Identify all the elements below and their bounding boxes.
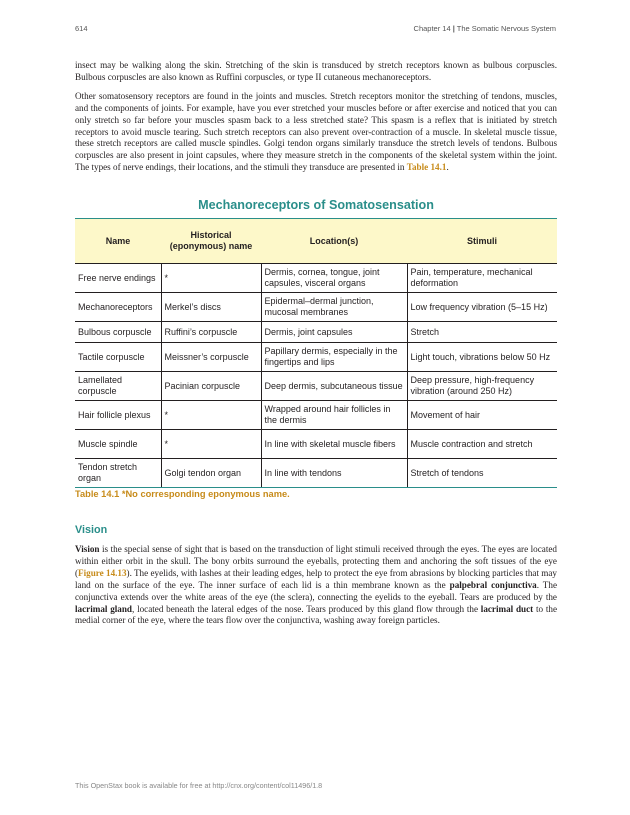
page-footer: This OpenStax book is available for free at http://cnx.org/content/col11496/1.8 [75, 781, 323, 790]
table-cell: Light touch, vibrations below 50 Hz [407, 343, 557, 372]
table-cell: Pain, temperature, mechanical deformation [407, 264, 557, 293]
table-cell: In line with tendons [261, 459, 407, 488]
table-row [75, 459, 557, 488]
table-row [75, 322, 557, 343]
table-title: Mechanoreceptors of Somatosensation [198, 198, 434, 212]
intro-paragraph-2 [75, 91, 557, 174]
column-header-stimuli: Stimuli [407, 219, 557, 264]
column-header-historical-name: Historical (eponymous) name [161, 219, 261, 264]
column-header-name: Name [75, 219, 161, 264]
page-number: 614 [75, 24, 88, 33]
table-cell: Merkel’s discs [161, 293, 261, 322]
table-header-row [75, 219, 557, 264]
mechanoreceptor-table [75, 218, 557, 488]
intro-paragraph-2-end: . [446, 162, 449, 173]
table-row [75, 293, 557, 322]
table-cell: Papillary dermis, especially in the fingertips and lips [261, 343, 407, 372]
header-separator: | [452, 24, 455, 33]
table-cell: Wrapped around hair follicles in the dermis [261, 401, 407, 430]
vision-text-1: is the special sense of sight that is based on the transduction of light stimuli received through the eyes. The eyes are located within either orbit in the skull. The bony orbits surround the eyeballs, protecting them and anchoring the soft tissues of the eye ( [75, 544, 557, 578]
table-cell: Hair follicle plexus [75, 401, 161, 430]
table-cell: Golgi tendon organ [161, 459, 261, 488]
intro-text [75, 60, 557, 181]
table-row [75, 430, 557, 459]
table-row [75, 343, 557, 372]
table-cell: Dermis, joint capsules [261, 322, 407, 343]
table-cell: * [161, 264, 261, 293]
term-lacrimal-gland: lacrimal gland [75, 603, 133, 614]
vision-text [75, 544, 557, 634]
table-cell: Free nerve endings [75, 264, 161, 293]
table-row [75, 401, 557, 430]
table-row [75, 264, 557, 293]
table-cell: Ruffini’s corpuscle [161, 322, 261, 343]
table-cell: Stretch of tendons [407, 459, 557, 488]
table-cell: Muscle spindle [75, 430, 161, 459]
section-heading-vision: Vision [75, 524, 108, 536]
table-cell: Bulbous corpuscle [75, 322, 161, 343]
vision-paragraph [75, 544, 557, 627]
table-cell: Dermis, cornea, tongue, joint capsules, visceral organs [261, 264, 407, 293]
table-cell: Epidermal–dermal junction, mucosal membranes [261, 293, 407, 322]
table-cell: * [161, 430, 261, 459]
term-vision: Vision [75, 544, 100, 554]
table-cell: In line with skeletal muscle fibers [261, 430, 407, 459]
table-link[interactable]: Table 14.1 [406, 162, 447, 173]
table-caption: Table 14.1 *No corresponding eponymous name. [75, 489, 290, 499]
vision-text-3: . The conjunctiva extends over the white areas of the eye (the sclera), connecting the eyelids to the eyeball. Tears are produced by the [75, 579, 557, 602]
intro-paragraph-2-text: Other somatosensory receptors are found in the joints and muscles. Stretch receptors monitor the stretching of tendons, muscles, and the components of joints. For example, have you ever stretched your muscles before or after exercise and noticed that you can only stretch so far before your muscles spasm back to a less stretched state? This spasm is a reflex that is initiated by stretch receptors to avoid muscle tearing. Such stretch receptors can also prevent over-contraction of a muscle. In skeletal muscle tissue, these stretch receptors are called muscle spindles. Golgi tendon organs similarly transduce the stretch levels of tendons. Bulbous corpuscles are also present in joint capsules, where they measure stretch in the components of the skeletal system within the joint. The types of nerve endings, their locations, and the stimuli they transduce are presented in [75, 90, 557, 173]
table-cell: Deep dermis, subcutaneous tissue [261, 372, 407, 401]
table-cell: Deep pressure, high-frequency vibration (around 250 Hz) [407, 372, 557, 401]
chapter-label: Chapter 14 [413, 24, 451, 33]
table-cell: Low frequency vibration (5–15 Hz) [407, 293, 557, 322]
term-palpebral-conjunctiva: palpebral conjunctiva [449, 579, 537, 590]
table-cell: Muscle contraction and stretch [407, 430, 557, 459]
vision-text-2: ). The eyelids, with lashes at their leading edges, help to protect the eye from abrasions by blocking particles that may land on the surface of the eye. The inner surface of each lid is a thin membrane known as the [75, 567, 557, 590]
running-header [414, 24, 556, 33]
vision-text-4: , located beneath the lateral edges of the nose. Tears produced by this gland flow through the [132, 603, 481, 614]
table-cell: Tactile corpuscle [75, 343, 161, 372]
column-header-locations: Location(s) [261, 219, 407, 264]
table-row [75, 372, 557, 401]
table-cell: Movement of hair [407, 401, 557, 430]
table-cell: * [161, 401, 261, 430]
table-cell: Mechanoreceptors [75, 293, 161, 322]
table-cell: Meissner’s corpuscle [161, 343, 261, 372]
figure-link[interactable]: Figure 14.13 [78, 567, 127, 578]
table-cell: Lamellated corpuscle [75, 372, 161, 401]
table-cell: Stretch [407, 322, 557, 343]
intro-paragraph-1: insect may be walking along the skin. Stretching of the skin is transduced by stretch receptors known as bulbous corpuscles. Bulbous corpuscles are also known as Ruffini corpuscles, or type II cutaneous mechanoreceptors. [75, 60, 557, 82]
chapter-title: The Somatic Nervous System [456, 24, 556, 33]
term-lacrimal-duct: lacrimal duct [480, 603, 534, 614]
table-cell: Pacinian corpuscle [161, 372, 261, 401]
table-cell: Tendon stretch organ [75, 459, 161, 488]
vision-text-5: to the medial corner of the eye, where the tears flow over the conjunctiva, washing away foreign particles. [75, 603, 557, 626]
